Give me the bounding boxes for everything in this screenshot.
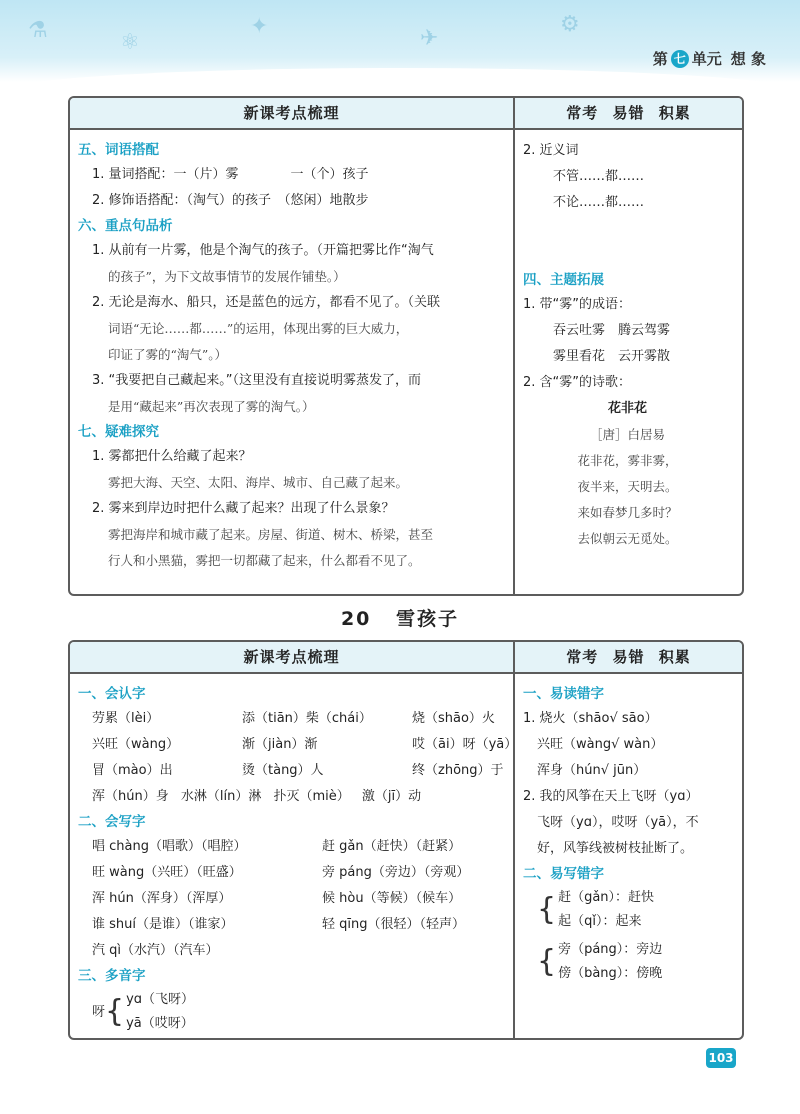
lesson19-left-column xyxy=(70,98,515,594)
column-title: 新课考点梳理 xyxy=(70,98,513,130)
lesson19-panel xyxy=(68,96,744,596)
list-item: 2. 无论是海水、船只，还是蓝色的远方，都看不见了。（关联 xyxy=(92,295,441,310)
char-item: 渐（jiàn）渐 xyxy=(242,737,318,752)
polyphone-reading: yɑ（飞呀） xyxy=(126,992,195,1007)
section-heading: 一、易读错字 xyxy=(523,686,604,702)
section-heading: 四、主题拓展 xyxy=(523,272,604,288)
char-row xyxy=(78,758,503,784)
unit-label xyxy=(653,48,766,69)
unit-prefix: 第 xyxy=(652,50,668,68)
list-item: 2. 我的风筝在天上飞呀（yɑ） xyxy=(523,789,699,804)
char-item: 终（zhōng）于 xyxy=(412,763,504,778)
confusable-item: 旁（páng）：旁边 xyxy=(558,942,663,957)
section-heading: 五、词语搭配 xyxy=(78,142,159,158)
char-row xyxy=(78,706,503,732)
brace-icon: { xyxy=(537,944,557,979)
lesson-name: 雪孩子 xyxy=(396,608,460,630)
question: 1. 雾都把什么给藏了起来？ xyxy=(92,449,252,464)
list-item-note: 印证了雾的“淘气”。） xyxy=(108,347,228,362)
lesson-title xyxy=(0,604,800,631)
header-banner xyxy=(0,0,800,82)
poem-line: 夜半来，天明去。 xyxy=(577,479,678,494)
list-item: 1. 从前有一片雾，他是个淘气的孩子。（开篇把雾比作“淘气 xyxy=(92,243,434,258)
confusable-item: 傍（bàng）：傍晚 xyxy=(558,966,663,981)
lesson20-right-column xyxy=(515,642,742,1038)
list-item: 1. 量词搭配：一（片）雾 一（个）孩子 xyxy=(92,167,369,182)
write-item: 汽 qì（水汽）（汽车） xyxy=(92,943,219,958)
gear-icon: ⚙ xyxy=(560,12,580,37)
char-item: 冒（mào）出 xyxy=(92,763,173,778)
unit-theme: 想 象 xyxy=(730,50,766,68)
char-item: 哎（āi）呀（yā） xyxy=(412,737,518,752)
flask-icon: ⚗ xyxy=(28,18,48,43)
write-row xyxy=(78,834,503,860)
char-item: 烧（shāo）火 xyxy=(412,711,495,726)
char-item: 兴旺（wàng） xyxy=(92,737,180,752)
poem-line: 去似朝云无觅处。 xyxy=(577,531,678,546)
poem-title: 花非花 xyxy=(607,401,647,416)
synonym: 不论……都…… xyxy=(553,195,645,210)
section-heading: 二、会写字 xyxy=(78,814,146,830)
write-item: 旺 wàng（兴旺）（旺盛） xyxy=(92,865,242,880)
write-row xyxy=(78,912,503,938)
list-item: 1. 烧火（shāo√ sāo） xyxy=(523,711,658,726)
list-item: 飞呀（yɑ），哎呀（yā），不 xyxy=(537,815,699,830)
synonym: 不管……都…… xyxy=(553,169,645,184)
question: 2. 雾来到岸边时把什么藏了起来？出现了什么景象？ xyxy=(92,501,395,516)
unit-suffix: 单元 xyxy=(691,50,722,68)
list-item: 浑身（hún√ jūn） xyxy=(537,763,647,778)
write-item: 旁 páng（旁边）（旁观） xyxy=(322,865,470,880)
write-row xyxy=(78,938,503,964)
char-item: 扑灭（miè） xyxy=(273,789,350,804)
write-item: 谁 shuí（是谁）（谁家） xyxy=(92,917,234,932)
lesson19-right-column xyxy=(515,98,742,594)
char-item: 添（tiān）柴（chái） xyxy=(242,711,372,726)
write-item: 浑 hún（浑身）（浑厚） xyxy=(92,891,232,906)
list-item: 1. 带“雾”的成语： xyxy=(523,297,632,312)
write-item: 轻 qīng（很轻）（轻声） xyxy=(322,917,465,932)
list-item-note: 的孩子”，为下文故事情节的发展作铺垫。） xyxy=(108,269,346,284)
polyphone-group xyxy=(78,988,503,1036)
lesson20-left-column xyxy=(70,642,518,1038)
poem-author: ［唐］白居易 xyxy=(589,427,665,442)
confusable-pair xyxy=(523,938,732,986)
brace-icon: { xyxy=(537,892,557,927)
list-item: 兴旺（wàng√ wàn） xyxy=(537,737,664,752)
section-heading: 一、会认字 xyxy=(78,686,146,702)
char-item: 烫（tàng）人 xyxy=(242,763,324,778)
confusable-item: 赶（gǎn）：赶快 xyxy=(558,890,655,905)
lesson-number: 20 xyxy=(340,608,372,630)
brace-icon: { xyxy=(105,994,125,1029)
section-heading: 六、重点句品析 xyxy=(78,218,173,234)
polyphone-char: 呀 xyxy=(92,1004,106,1020)
polyphone-reading: yā（哎呀） xyxy=(126,1016,194,1031)
write-item xyxy=(322,938,512,964)
list-item-note: 词语“无论……都……”的运用，体现出雾的巨大威力， xyxy=(108,321,409,336)
confusable-item: 起（qǐ）：起来 xyxy=(558,914,642,929)
star-icon: ✦ xyxy=(250,14,269,39)
section-heading: 七、疑难探究 xyxy=(78,424,159,440)
list-item: 3. “我要把自己藏起来。”（这里没有直接说明雾蒸发了，而 xyxy=(92,373,422,388)
poem-line: 花非花，雾非雾， xyxy=(577,453,678,468)
char-item: 激（jī）动 xyxy=(361,789,422,804)
char-row xyxy=(78,732,518,758)
lesson20-panel xyxy=(68,640,744,1040)
char-item: 劳累（lèi） xyxy=(92,711,160,726)
unit-number-badge: 七 xyxy=(671,50,689,68)
rocket-icon: ✈ xyxy=(420,26,439,51)
section-heading: 三、多音字 xyxy=(78,968,146,984)
page-number: 103 xyxy=(706,1048,736,1068)
column-title: 新课考点梳理 xyxy=(70,642,513,674)
list-item-note: 是用“藏起来”再次表现了雾的淘气。） xyxy=(108,399,315,414)
write-item: 候 hòu（等候）（候车） xyxy=(322,891,462,906)
section-heading: 二、易写错字 xyxy=(523,866,604,882)
confusable-pair xyxy=(523,886,732,934)
atom-icon: ⚛ xyxy=(120,30,140,55)
list-item: 2. 修饰语搭配：（淘气）的孩子 （悠闲）地散步 xyxy=(92,193,369,208)
write-row xyxy=(78,860,503,886)
idiom-row: 吞云吐雾 腾云驾雾 xyxy=(553,323,671,338)
answer: 行人和小黑猫，雾把一切都藏了起来，什么都看不见了。 xyxy=(108,553,421,568)
column-title: 常考 易错 积累 xyxy=(515,642,742,674)
char-item: 水淋（lín）淋 xyxy=(180,789,262,804)
list-item: 2. 含“雾”的诗歌： xyxy=(523,375,632,390)
char-row xyxy=(78,784,503,810)
list-item: 好，风筝线被树枝扯断了。 xyxy=(537,841,694,856)
write-item: 赶 gǎn（赶快）（赶紧） xyxy=(322,839,462,854)
write-item: 唱 chàng（唱歌）（唱腔） xyxy=(92,839,247,854)
column-title: 常考 易错 积累 xyxy=(515,98,742,130)
answer: 雾把大海、天空、太阳、海岸、城市、自己藏了起来。 xyxy=(108,475,409,490)
write-row xyxy=(78,886,503,912)
char-item: 浑（hún）身 xyxy=(92,789,169,804)
answer: 雾把海岸和城市藏了起来。房屋、街道、树木、桥梁，甚至 xyxy=(108,527,434,542)
list-item: 2. 近义词 xyxy=(523,143,579,158)
idiom-row: 雾里看花 云开雾散 xyxy=(553,349,671,364)
poem-line: 来如春梦几多时？ xyxy=(577,505,678,520)
